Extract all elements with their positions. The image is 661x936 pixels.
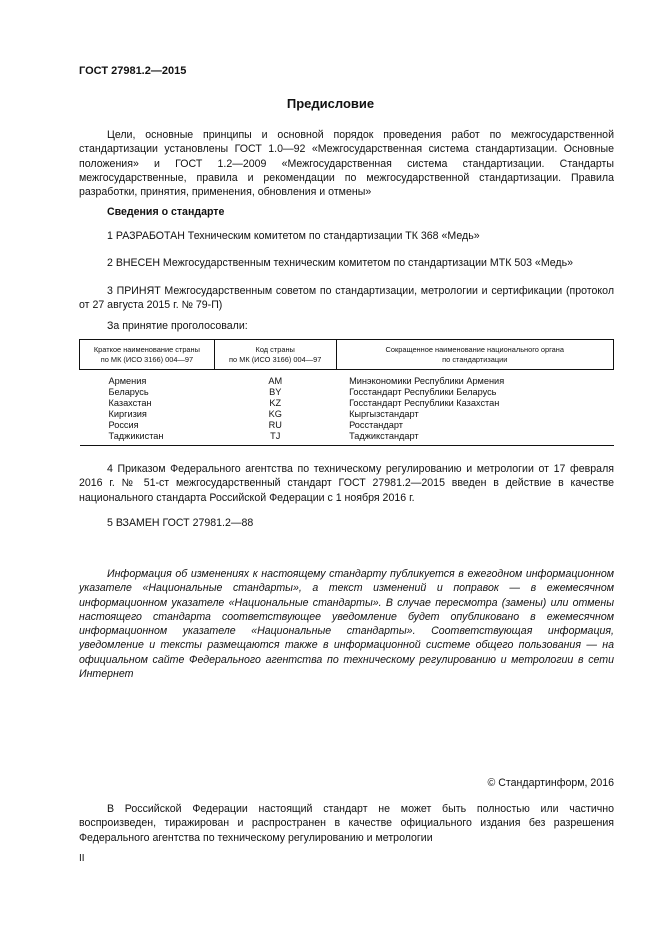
header-code: [214, 340, 336, 370]
table-row: [80, 431, 614, 446]
document-code-header: ГОСТ 27981.2—2015: [79, 65, 187, 77]
national-body: Госстандарт Республики Беларусь: [349, 387, 497, 397]
country-name: Киргизия: [108, 409, 147, 419]
page-title: Предисловие: [286, 96, 375, 111]
header-country-line1: Краткое наименование страны: [93, 345, 200, 354]
header-code-line1: Код страны: [255, 345, 295, 354]
country-code: KZ: [269, 398, 282, 408]
info-note-text: Информация об изменениях к настоящему стандарту публикуется в ежегодном информационном указателе «Национальные стандарты», а текст изменений и поправок — в ежемесячном информационном указателе «Национальные стандарты». В случае пересмотра (замены) или отмены настоящего стандарта соответствующее уведомление будет опубликовано в ежемесячном информационном указателе «Национальные стандарты». Соответствующая информация, уведомление и тексты размещаются также в информационной системе общего пользования — на официальном сайте Федерального агентства по техническому регулированию и метрологии в сети Интернет: [79, 568, 614, 681]
country-code: RU: [268, 420, 282, 430]
item-5: 5 ВЗАМЕН ГОСТ 27981.2—88: [107, 517, 254, 529]
country-code: TJ: [270, 431, 281, 441]
country-code: AM: [268, 376, 283, 386]
item-4-text: 4 Приказом Федерального агентства по техническому регулированию и метрологии от 17 февраля 2016 г. № 51-ст межгосударственный стандарт ГОСТ 27981.2—2015 введен в действие в качестве национального стандарта Российской Федерации с 1 ноября 2016 г.: [79, 463, 614, 504]
vote-table-header-row: [80, 340, 614, 370]
table-row: [80, 370, 614, 388]
national-body: Таджикстандарт: [349, 431, 419, 441]
item-4: [79, 462, 614, 505]
national-body: Кыргызстандарт: [349, 409, 419, 419]
voted-label: За принятие проголосовали:: [107, 320, 248, 332]
table-row: [80, 398, 614, 409]
vote-table: [79, 339, 614, 446]
national-body: Госстандарт Республики Казахстан: [349, 398, 500, 408]
country-code: KG: [268, 409, 282, 419]
table-row: [80, 387, 614, 398]
header-country: [80, 340, 215, 370]
national-body: Росстандарт: [349, 420, 403, 430]
country-code: BY: [269, 387, 282, 397]
header-code-line2: по МК (ИСО 3166) 004—97: [229, 355, 322, 364]
vote-table-wrapper: [79, 339, 614, 446]
country-name: Казахстан: [108, 398, 152, 408]
copyright: © Стандартинформ, 2016: [487, 777, 614, 789]
country-name: Беларусь: [108, 387, 149, 397]
header-body-line1: Сокращенное наименование национального органа: [385, 345, 564, 354]
table-row: [80, 420, 614, 431]
country-name: Россия: [108, 420, 139, 430]
header-country-line2: по МК (ИСО 3166) 004—97: [100, 355, 194, 364]
country-name: Таджикистан: [108, 431, 164, 441]
country-name: Армения: [108, 376, 147, 386]
legal-notice: [79, 802, 614, 845]
item-3-text: 3 ПРИНЯТ Межгосударственным советом по стандартизации, метрологии и сертификации (протокол от 27 августа 2015 г. № 79-П): [79, 285, 614, 312]
item-3: [79, 284, 614, 313]
item-1: 1 РАЗРАБОТАН Техническим комитетом по стандартизации ТК 368 «Медь»: [107, 230, 480, 242]
legal-notice-text: В Российской Федерации настоящий стандарт не может быть полностью или частично воспроизведен, тиражирован и распространен в качестве официального издания без разрешения Федерального агентства по техническому регулированию и метрологии: [79, 803, 614, 844]
item-2: 2 ВНЕСЕН Межгосударственным техническим комитетом по стандартизации МТК 503 «Медь»: [107, 257, 574, 269]
header-body-line2: по стандартизации: [442, 355, 508, 364]
table-row: [80, 409, 614, 420]
intro-text: Цели, основные принципы и основной порядок проведения работ по межгосударственной стандартизации установлены ГОСТ 1.0—92 «Межгосударственная система стандартизации. Основные положения» и ГОСТ 1.2—2009 «Межгосударственная система стандартизации. Стандарты межгосударственные, правила и рекомендации по межгосударственной стандартизации. Правила разработки, принятия, применения, обновления и отмены»: [79, 129, 614, 199]
intro-paragraph: [79, 128, 614, 199]
section-heading: Сведения о стандарте: [107, 206, 225, 218]
header-body: [336, 340, 613, 370]
info-note: [79, 567, 614, 681]
page-number: II: [79, 853, 85, 864]
national-body: Минэкономики Республики Армения: [349, 376, 505, 386]
